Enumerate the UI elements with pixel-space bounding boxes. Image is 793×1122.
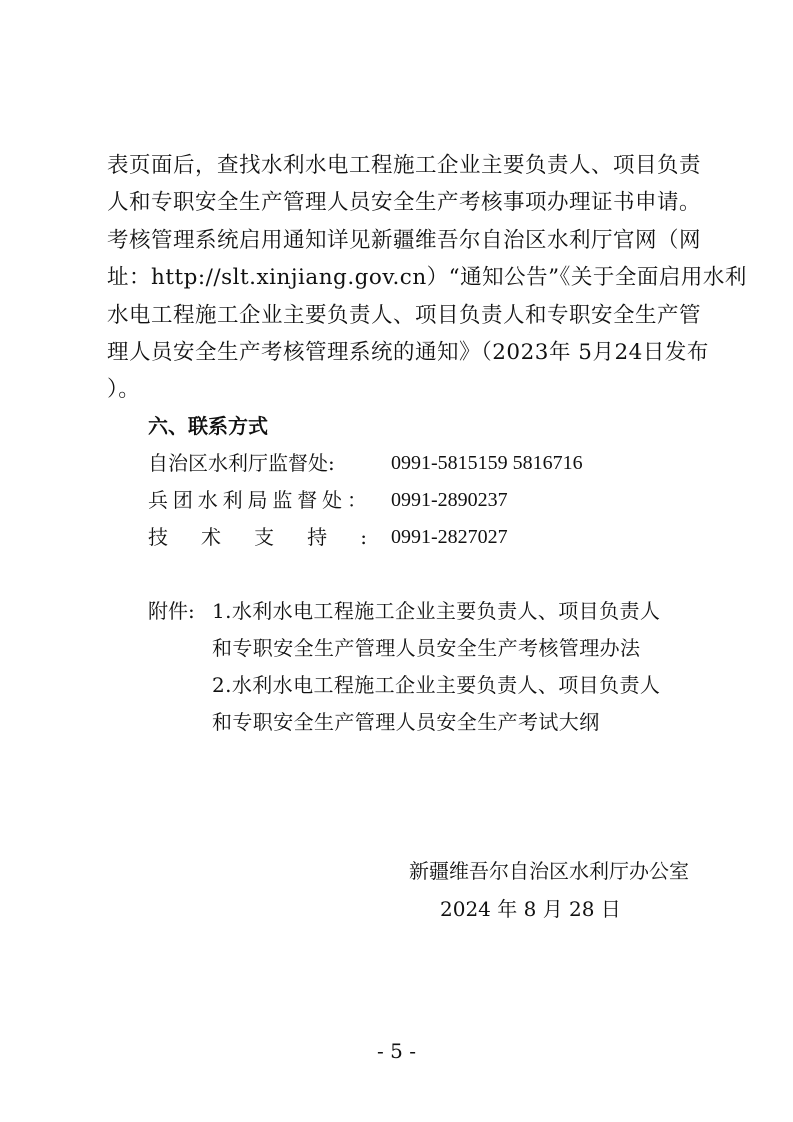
contact-label-tech-support: 技术支持: [148, 525, 367, 549]
signature-organization: 新疆维吾尔自治区水利厅办公室 [409, 859, 689, 883]
contact-phone-tech-support: 0991-2827027 [391, 526, 508, 548]
body-line-7: ）。 [107, 377, 141, 402]
attachment-2-line-2: 和专职安全生产管理人员安全生产考试大纲 [212, 710, 600, 734]
body-line-2: 人和专职安全生产管理人员安全生产考核事项办理证书申请。 [107, 190, 702, 215]
page-number: - 5 - [377, 1039, 416, 1063]
body-line-3: 考核管理系统启用通知详见新疆维吾尔自治区水利厅官网（网 [107, 228, 702, 253]
section-heading: 六、联系方式 [148, 414, 268, 438]
contact-phone-bingtuan-office: 0991-2890237 [391, 489, 508, 511]
contact-phone-supervision-office: 0991-5815159 5816716 [391, 452, 583, 474]
contact-label-supervision-office: 自治区水利厅监督处: [148, 451, 335, 475]
contact-label-bingtuan-office: 兵团水利局监督处： [148, 488, 367, 512]
body-line-1: 表页面后，查找水利水电工程施工企业主要负责人、项目负责 [107, 153, 702, 178]
body-line-5: 水电工程施工企业主要负责人、项目负责人和专职安全生产管 [107, 303, 702, 328]
attachment-2-line-1: 2.水利水电工程施工企业主要负责人、项目负责人 [212, 673, 661, 697]
body-line-4: 址：http://slt.xinjiang.gov.cn）“通知公告”《关于全面启用水利 [107, 265, 747, 290]
attachments-label: 附件: [148, 599, 195, 623]
body-line-6: 理人员安全生产考核管理系统的通知》（2023年 5月24日发布 [107, 340, 709, 365]
attachment-1-line-1: 1.水利水电工程施工企业主要负责人、项目负责人 [212, 599, 661, 623]
attachment-1-line-2: 和专职安全生产管理人员安全生产考核管理办法 [212, 636, 641, 660]
signature-date: 2024 年 8 月 28 日 [440, 897, 621, 921]
